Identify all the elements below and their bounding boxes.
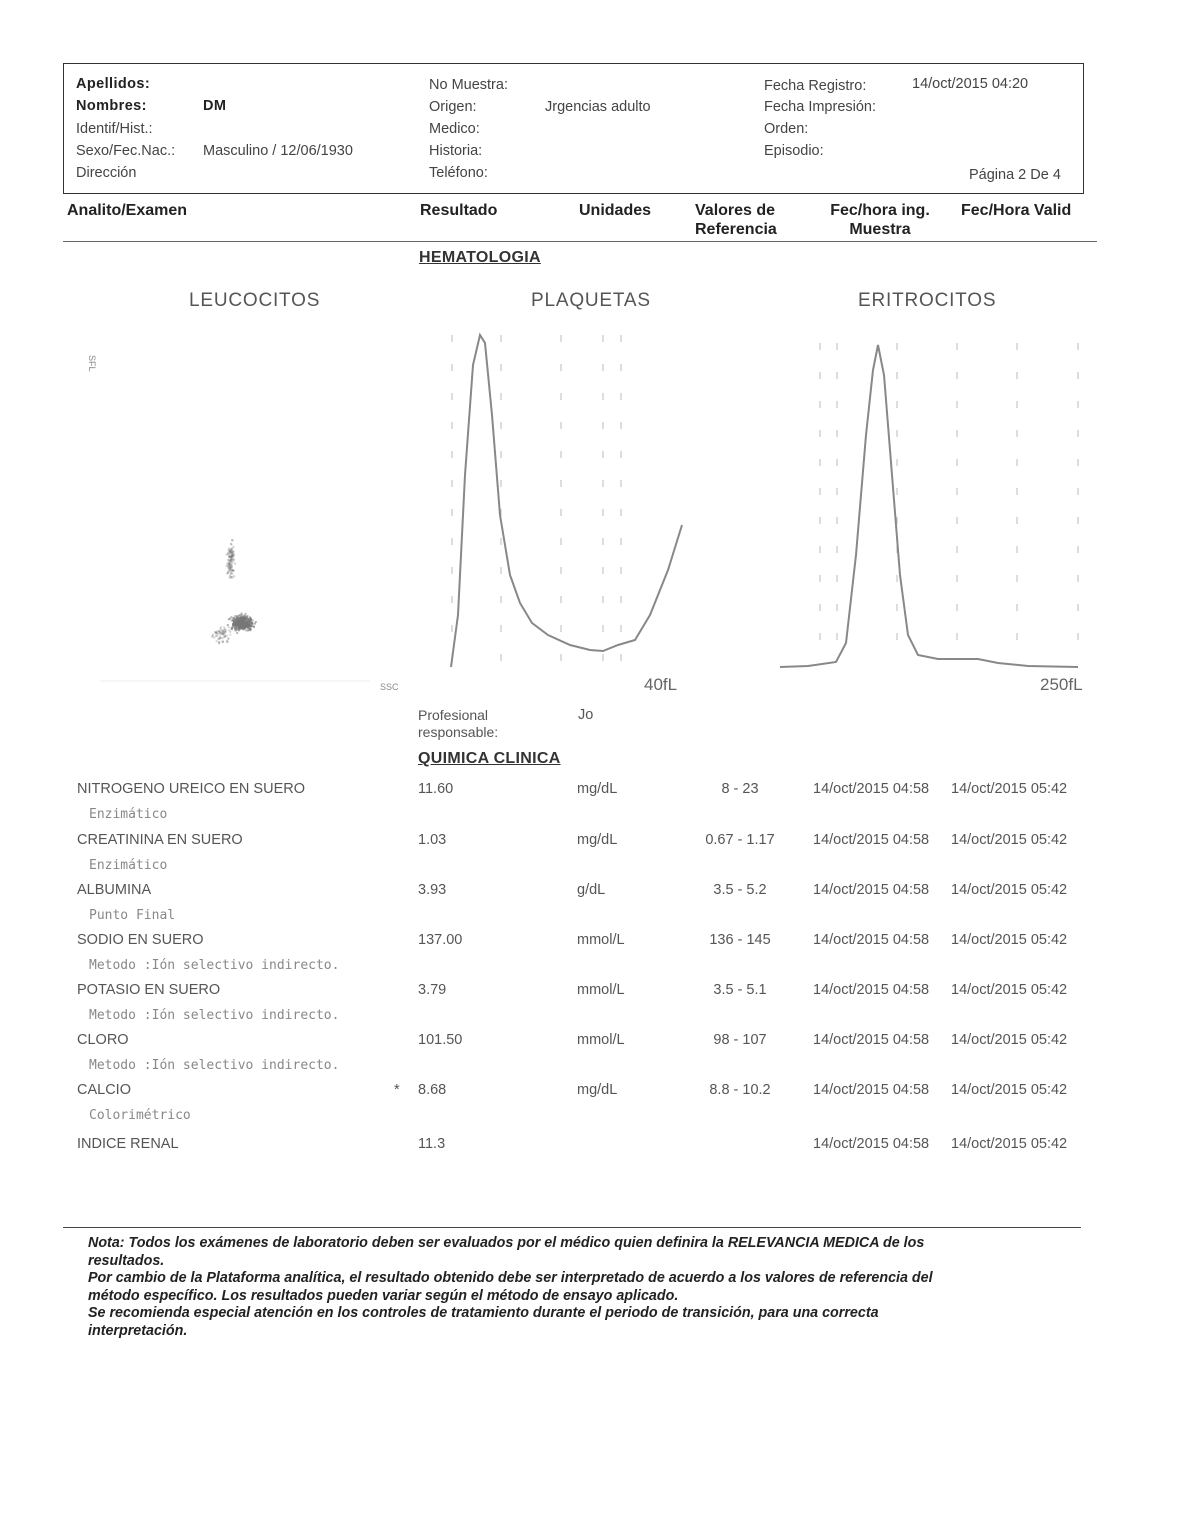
nota-line-1: Nota: Todos los exámenes de laboratorio deben ser evaluados por el médico quien definira la RELEVANCIA MEDICA de los: [88, 1235, 925, 1251]
cell-fec-valid: 14/oct/2015 05:42: [951, 1136, 1068, 1152]
cell-dot: [234, 615, 236, 617]
cell-fec-valid: 14/oct/2015 05:42: [951, 832, 1068, 848]
cell-fec-ing: 14/oct/2015 04:58: [813, 832, 930, 848]
nota-block: [88, 1235, 1068, 1340]
profesional-label-line1: Profesional: [418, 707, 489, 723]
cell-result: 137.00: [418, 932, 463, 948]
leucocitos-scattergram: [80, 325, 410, 700]
cell-dot: [229, 634, 231, 636]
cell-dot: [231, 548, 233, 550]
quimica-title: QUIMICA CLINICA: [418, 750, 561, 767]
cell-method: Punto Final: [89, 908, 176, 923]
cell-unit: g/dL: [577, 882, 606, 898]
cell-dot: [218, 631, 220, 633]
cell-unit: mmol/L: [577, 1032, 625, 1048]
col-fec-ing-line1: Fec/hora ing.: [830, 202, 930, 219]
cell-dot: [249, 616, 251, 618]
cell-dot: [231, 620, 233, 622]
cell-dot: [231, 556, 233, 558]
cell-fec-valid: 14/oct/2015 05:42: [951, 781, 1068, 797]
nota-line-6: interpretación.: [88, 1322, 188, 1339]
leucocitos-cell-cloud: [211, 539, 257, 644]
cell-dot: [248, 622, 250, 624]
cell-dot: [220, 628, 222, 630]
profesional-value: Jo: [578, 707, 594, 723]
cell-name: INDICE RENAL: [77, 1136, 179, 1152]
origen-value: Jrgencias adulto: [545, 99, 651, 115]
cell-dot: [241, 627, 243, 629]
cell-ref: 3.5 - 5.2: [713, 882, 767, 898]
nota-line-3: Por cambio de la Plataforma analítica, el resultado obtenido debe ser interpretado de acuerdo a los valores de referencia del: [88, 1270, 933, 1286]
cell-dot: [222, 630, 224, 632]
col-valores-line2: Referencia: [695, 221, 777, 238]
cell-fec-valid: 14/oct/2015 05:42: [951, 982, 1068, 998]
cell-dot: [229, 552, 231, 554]
cell-dot: [222, 637, 224, 639]
cell-dot: [232, 539, 234, 541]
cell-dot: [227, 637, 229, 639]
cell-dot: [247, 615, 249, 617]
cell-dot: [250, 625, 252, 627]
cell-dot: [215, 635, 217, 637]
cell-dot: [212, 634, 214, 636]
header-divider: [63, 241, 1097, 242]
cell-dot: [234, 563, 236, 565]
cell-dot: [216, 632, 218, 634]
cell-fec-valid: 14/oct/2015 05:42: [951, 882, 1068, 898]
cell-fec-ing: 14/oct/2015 04:58: [813, 1032, 930, 1048]
cell-dot: [228, 568, 230, 570]
page-number: Página 2 De 4: [969, 167, 1061, 183]
identif-label: Identif/Hist.:: [76, 121, 153, 137]
cell-dot: [233, 551, 235, 553]
cell-dot: [233, 622, 235, 624]
cell-dot: [222, 641, 224, 643]
plaquetas-title: PLAQUETAS: [531, 290, 651, 311]
cell-unit: mg/dL: [577, 1082, 618, 1098]
episodio-label: Episodio:: [764, 143, 824, 159]
cell-dot: [211, 636, 213, 638]
cell-dot: [236, 615, 238, 617]
cell-dot: [244, 617, 246, 619]
cell-dot: [232, 624, 234, 626]
cell-fec-ing: 14/oct/2015 04:58: [813, 882, 930, 898]
col-fec-ing-line2: Muestra: [849, 221, 911, 238]
cell-dot: [239, 621, 241, 623]
cell-result: 11.60: [418, 781, 454, 797]
cell-ref: 136 - 145: [709, 932, 771, 948]
cell-dot: [253, 626, 255, 628]
cell-dot: [241, 614, 243, 616]
cell-dot: [230, 573, 232, 575]
cell-ref: 3.5 - 5.1: [713, 982, 767, 998]
cell-dot: [254, 623, 256, 625]
plaquetas-histogram: [440, 325, 690, 695]
cell-method: Metodo :Ión selectivo indirecto.: [89, 1008, 340, 1023]
cell-dot: [228, 626, 230, 628]
cell-dot: [245, 622, 247, 624]
orden-label: Orden:: [764, 121, 809, 137]
nombres-value: DM: [203, 98, 227, 114]
cell-fec-ing: 14/oct/2015 04:58: [813, 1136, 930, 1152]
profesional-label-line2: responsable:: [418, 724, 499, 740]
cell-fec-ing: 14/oct/2015 04:58: [813, 932, 930, 948]
cell-dot: [230, 558, 232, 560]
cell-dot: [219, 637, 221, 639]
cell-dot: [231, 562, 233, 564]
cell-method: Colorimétrico: [89, 1108, 191, 1123]
cell-dot: [225, 631, 227, 633]
plaquetas-gridlines: [452, 335, 621, 665]
cell-dot: [231, 570, 233, 572]
cell-fec-ing: 14/oct/2015 04:58: [813, 781, 930, 797]
hematologia-title: HEMATOLOGIA: [419, 249, 541, 266]
cell-unit: mmol/L: [577, 982, 625, 998]
cell-method: Enzimático: [89, 858, 168, 873]
leucocitos-title: LEUCOCITOS: [189, 290, 321, 311]
fecha-impresion-label: Fecha Impresión:: [764, 99, 877, 115]
cell-dot: [222, 633, 224, 635]
apellidos-label: Apellidos:: [76, 76, 151, 92]
cell-result: 11.3: [418, 1136, 446, 1152]
footer-divider: [63, 1227, 1081, 1228]
cell-dot: [238, 627, 240, 629]
cell-ref: 0.67 - 1.17: [705, 832, 775, 848]
cell-dot: [227, 624, 229, 626]
eritrocitos-gridlines: [820, 343, 1078, 660]
sexo-value: Masculino / 12/06/1930: [203, 143, 353, 159]
cell-dot: [229, 618, 231, 620]
telefono-label: Teléfono:: [429, 165, 488, 181]
cell-dot: [238, 625, 240, 627]
cell-fec-ing: 14/oct/2015 04:58: [813, 982, 930, 998]
direccion-label: Dirección: [76, 165, 137, 181]
cell-dot: [247, 620, 249, 622]
eritrocitos-title: ERITROCITOS: [858, 290, 997, 311]
cell-dot: [245, 629, 247, 631]
cell-dot: [231, 628, 233, 630]
nota-line-2: resultados.: [88, 1252, 165, 1269]
nombres-label: Nombres:: [76, 98, 147, 114]
col-resultado: Resultado: [420, 202, 498, 219]
cell-dot: [233, 546, 235, 548]
cell-result: 101.50: [418, 1032, 463, 1048]
leucocitos-x-label: SSC: [380, 682, 399, 692]
cell-dot: [242, 619, 244, 621]
eritrocitos-histogram: [778, 325, 1088, 695]
col-fec-valid: Fec/Hora Valid: [961, 202, 1072, 219]
cell-dot: [229, 566, 231, 568]
cell-flag: *: [394, 1082, 400, 1098]
cell-dot: [249, 628, 251, 630]
cell-name: ALBUMINA: [77, 882, 152, 898]
cell-dot: [236, 632, 238, 634]
cell-dot: [231, 551, 233, 553]
nota-line-4: método específico. Los resultados pueden variar según el método de ensayo aplicado.: [88, 1287, 679, 1304]
cell-dot: [247, 630, 249, 632]
cell-dot: [226, 640, 228, 642]
plaquetas-curve: [451, 335, 682, 667]
origen-label: Origen:: [429, 99, 477, 115]
cell-dot: [228, 559, 230, 561]
cell-dot: [230, 576, 232, 578]
cell-name: SODIO EN SUERO: [77, 932, 204, 948]
cell-ref: 8 - 23: [721, 781, 759, 797]
cell-dot: [238, 623, 240, 625]
cell-method: Enzimático: [89, 807, 168, 822]
cell-dot: [251, 623, 253, 625]
cell-name: CLORO: [77, 1032, 129, 1048]
cell-dot: [216, 640, 218, 642]
cell-dot: [230, 560, 232, 562]
cell-unit: mmol/L: [577, 932, 625, 948]
cell-dot: [226, 565, 228, 567]
cell-dot: [231, 544, 233, 546]
eritrocitos-curve: [780, 345, 1078, 667]
cell-result: 8.68: [418, 1082, 447, 1098]
cell-dot: [232, 617, 234, 619]
plaquetas-x-label: 40fL: [644, 675, 678, 694]
cell-fec-valid: 14/oct/2015 05:42: [951, 1032, 1068, 1048]
cell-ref: 8.8 - 10.2: [709, 1082, 771, 1098]
cell-unit: mg/dL: [577, 781, 618, 797]
cell-method: Metodo :Ión selectivo indirecto.: [89, 958, 340, 973]
cell-fec-valid: 14/oct/2015 05:42: [951, 932, 1068, 948]
sexo-label: Sexo/Fec.Nac.:: [76, 143, 176, 159]
cell-dot: [245, 613, 247, 615]
col-fec-ing: [824, 201, 936, 239]
cell-unit: mg/dL: [577, 832, 618, 848]
cell-dot: [239, 614, 241, 616]
cell-result: 3.93: [418, 882, 447, 898]
cell-dot: [228, 556, 230, 558]
cell-result: 3.79: [418, 982, 447, 998]
cell-name: CALCIO: [77, 1082, 131, 1098]
cell-dot: [226, 635, 228, 637]
cell-dot: [235, 622, 237, 624]
cell-dot: [218, 642, 220, 644]
fecha-registro-label: Fecha Registro:: [764, 78, 867, 94]
cell-dot: [228, 629, 230, 631]
cell-fec-valid: 14/oct/2015 05:42: [951, 1082, 1068, 1098]
medico-label: Medico:: [429, 121, 480, 137]
cell-fec-ing: 14/oct/2015 04:58: [813, 1082, 930, 1098]
cell-dot: [223, 626, 225, 628]
cell-method: Metodo :Ión selectivo indirecto.: [89, 1058, 340, 1073]
cell-dot: [233, 575, 235, 577]
no-muestra-label: No Muestra:: [429, 77, 508, 93]
cell-dot: [235, 629, 237, 631]
cell-ref: 98 - 107: [713, 1032, 767, 1048]
fecha-registro-value: 14/oct/2015 04:20: [912, 76, 1029, 92]
historia-label: Historia:: [429, 143, 483, 159]
cell-name: CREATININA EN SUERO: [77, 832, 243, 848]
cell-dot: [223, 635, 225, 637]
cell-dot: [246, 626, 248, 628]
nota-line-5: Se recomienda especial atención en los controles de tratamiento durante el periodo de transición, para una correcta: [88, 1305, 879, 1321]
cell-name: POTASIO EN SUERO: [77, 982, 221, 998]
col-analito: Analito/Examen: [67, 202, 188, 219]
col-unidades: Unidades: [579, 202, 652, 219]
profesional-label: [418, 707, 498, 741]
eritrocitos-x-label: 250fL: [1040, 675, 1083, 694]
cell-result: 1.03: [418, 832, 447, 848]
cell-name: NITROGENO UREICO EN SUERO: [77, 781, 305, 797]
cell-dot: [252, 619, 254, 621]
leucocitos-y-label: SFL: [87, 355, 97, 372]
col-valores-line1: Valores de: [695, 202, 776, 219]
cell-dot: [250, 620, 252, 622]
cell-dot: [226, 572, 228, 574]
cell-dot: [228, 562, 230, 564]
col-valores: [695, 201, 777, 239]
